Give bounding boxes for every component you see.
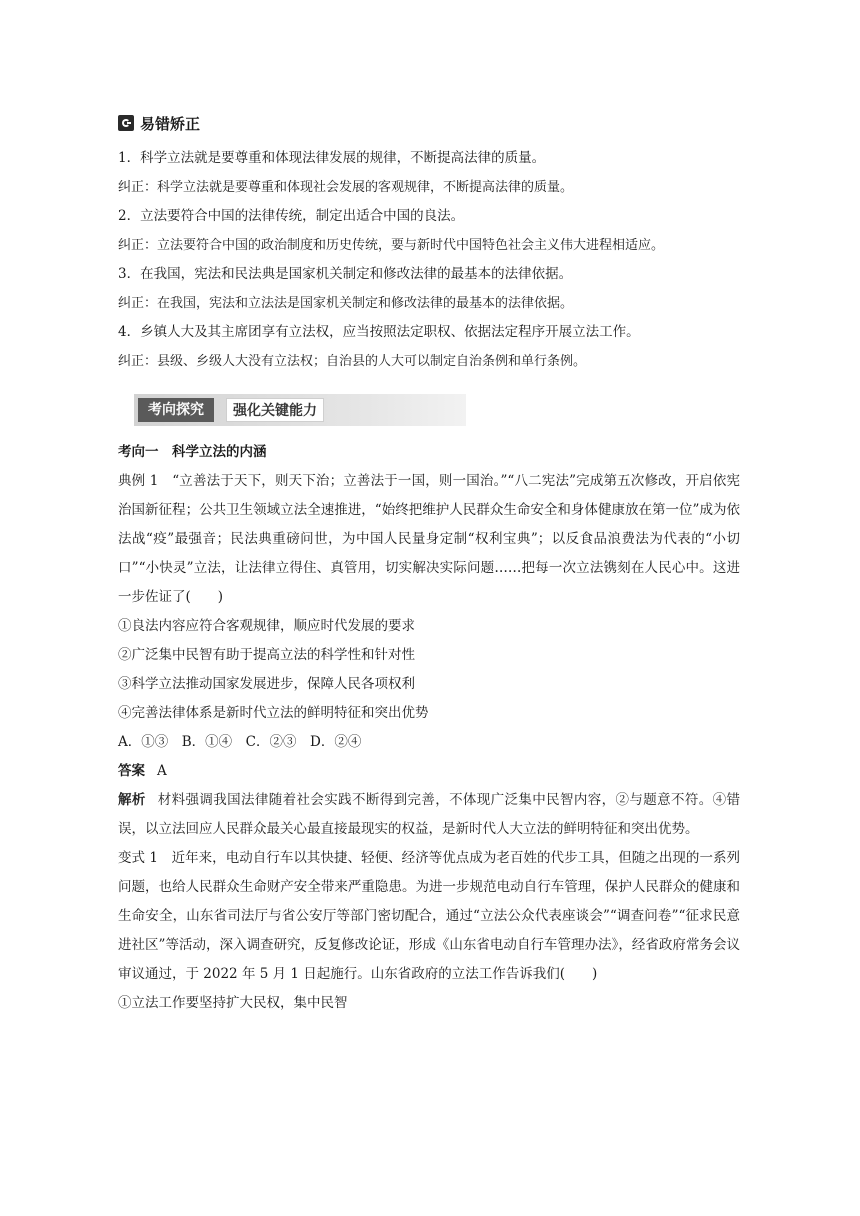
answer-label: 答案 [118, 763, 145, 779]
g-letter-icon [118, 115, 134, 131]
section-banner [118, 394, 740, 426]
option-item: ③科学立法推动国家发展进步，保障人民各项权利 [118, 676, 415, 692]
correction-fix: 纠正：立法要符合中国的政治制度和历史传统，要与新时代中国特色社会主义伟大进程相适应。 [118, 238, 665, 253]
corrections-list [118, 144, 740, 376]
analysis-label: 解析 [118, 792, 146, 808]
section-header [118, 112, 740, 134]
correction-item: 3．在我国，宪法和民法典是国家机关制定和修改法律的最基本的法律依据。 [118, 266, 573, 282]
answer-choices: A．①③ B．①④ C．②③ D．②④ [118, 734, 362, 750]
variant-label: 变式 1 [118, 850, 158, 866]
option-item: ①立法工作要坚持扩大民权，集中民智 [118, 995, 348, 1011]
example-question [118, 467, 740, 612]
answer-value: A [157, 763, 167, 779]
page-content [118, 112, 740, 1018]
banner-subtitle: 强化关键能力 [226, 398, 324, 422]
direction-title: 考向一 科学立法的内涵 [118, 444, 267, 460]
correction-item: 1．科学立法就是要尊重和体现法律发展的规律，不断提高法律的质量。 [118, 150, 546, 166]
correction-fix: 纠正：在我国，宪法和立法法是国家机关制定和修改法律的最基本的法律依据。 [118, 296, 574, 311]
correction-fix: 纠正：科学立法就是要尊重和体现社会发展的客观规律，不断提高法律的质量。 [118, 180, 574, 195]
correction-fix: 纠正：县级、乡级人大没有立法权；自治县的人大可以制定自治条例和单行条例。 [118, 354, 587, 369]
analysis-text: 材料强调我国法律随着社会实践不断得到完善，不体现广泛集中民智内容，②与题意不符。④错误，以立法回应人民群众最关心最直接最现实的权益，是新时代人大立法的鲜明特征和突出优势。 [118, 792, 741, 837]
analysis-block [118, 786, 740, 844]
option-item: ④完善法律体系是新时代立法的鲜明特征和突出优势 [118, 705, 429, 721]
answer-row [118, 757, 740, 786]
option-item: ②广泛集中民智有助于提高立法的科学性和针对性 [118, 647, 415, 663]
option-item: ①良法内容应符合客观规律，顺应时代发展的要求 [118, 618, 415, 634]
variant-question [118, 844, 740, 989]
banner-label: 考向探究 [138, 398, 214, 422]
correction-item: 2．立法要符合中国的法律传统，制定出适合中国的良法。 [118, 208, 465, 224]
section-title: 易错矫正 [140, 114, 201, 133]
variant-text: 近年来，电动自行车以其快捷、轻便、经济等优点成为老百姓的代步工具，但随之出现的一系列问题，也给人民群众生命财产安全带来严重隐患。为进一步规范电动自行车管理，保护人民群众的健康和生命安全，山东省司法厅与省公安厅等部门密切配合，通过“立法公众代表座谈会”“调查问卷”“征求民意进社区”等活动，深入调查研究，反复修改论证，形成《山东省电动自行车管理办法》，经省政府常务会议审议通过，于 2022 年 5 月 1 日起施行。山东省政府的立法工作告诉我们( ) [118, 850, 741, 982]
example-text: “立善法于天下，则天下治；立善法于一国，则一国治。”“八二宪法”完成第五次修改，开启依宪治国新征程；公共卫生领域立法全速推进，“始终把维护人民群众生命安全和身体健康放在第一位”成为依法战“疫”最强音；民法典重磅问世，为中国人民量身定制“权利宝典”；以反食品浪费法为代表的“小切口”“小快灵”立法，让法律立得住、真管用，切实解决实际问题……把每一次立法镌刻在人民心中。这进一步佐证了( ) [118, 473, 740, 605]
example-label: 典例 1 [118, 473, 159, 489]
correction-item: 4．乡镇人大及其主席团享有立法权，应当按照法定职权、依据法定程序开展立法工作。 [118, 324, 640, 340]
